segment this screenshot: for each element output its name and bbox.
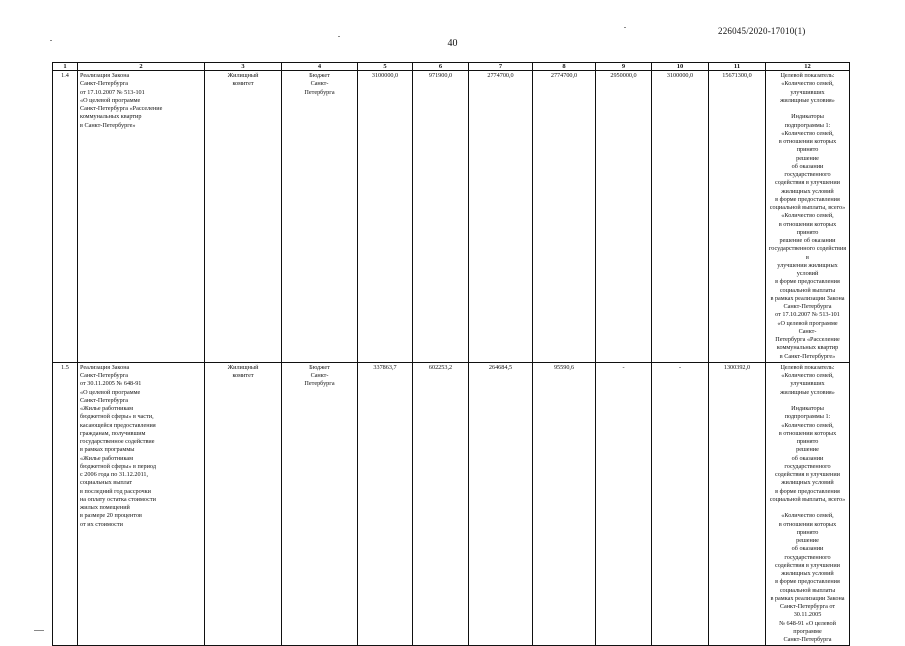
column-header: 12 [766,63,850,71]
total-amount: 15671300,0 [709,71,766,363]
column-header: 3 [205,63,282,71]
column-header: 4 [282,63,358,71]
indicators: Целевой показатель: «Количество семей, улучшивших жилищные условия» Индикаторы подпрограммы 1: «Количество семей, в отношении которых принято решение об оказании государственного содействия в улучшении жилищных условий в форме предоставления социальной выплаты, всего» «Количество семей, в отношении которых принято решение об оказании государственного содействия в улучшении жилищных условий в форме предоставления социальной выплаты в рамках реализации Закона Санкт-Петербурга от 30.11.2005 № 648-91 «О целевой программе Санкт-Петербурга [766,362,850,646]
activity-name: Реализация Закона Санкт-Петербурга от 30.11.2005 № 648-91 «О целевой программе Санкт-Петербурга «Жилье работникам бюджетной сферы» в части, касающейся предоставления гражданам, получившим государственное содействие в рамках программы «Жилье работникам бюджетной сферы» в период с 2006 года по 31.12.2011, социальных выплат в последний год рассрочки на оплату остатка стоимости жилых помещений в размере 20 процентов от их стоимости [78,362,205,646]
row-number: 1.5 [53,362,78,646]
amount-cell: 3100000,0 [652,71,709,363]
amount-cell: 602253,2 [413,362,469,646]
executor: Жилищный комитет [205,362,282,646]
amount-cell: 2950000,0 [596,71,652,363]
column-header: 5 [358,63,413,71]
scan-speck [624,27,626,28]
amount-cell: - [652,362,709,646]
scan-speck [34,630,44,631]
column-header: 2 [78,63,205,71]
column-header: 11 [709,63,766,71]
amount-cell: 337863,7 [358,362,413,646]
page-number: 40 [447,38,458,49]
amount-cell: 264684,5 [469,362,533,646]
scan-speck [338,36,340,37]
amount-cell: 2774700,0 [533,71,596,363]
column-header: 7 [469,63,533,71]
column-header: 10 [652,63,709,71]
column-header: 1 [53,63,78,71]
column-header: 9 [596,63,652,71]
amount-cell: 2774700,0 [469,71,533,363]
table-row [53,362,850,646]
funding-source: Бюджет Санкт- Петербурга [282,362,358,646]
amount-cell: 95590,6 [533,362,596,646]
executor: Жилищный комитет [205,71,282,363]
activity-name: Реализация Закона Санкт-Петербурга от 17.10.2007 № 513-101 «О целевой программе Санкт-Петербурга «Расселение коммунальных квартир в Санкт-Петербурге» [78,71,205,363]
column-header: 8 [533,63,596,71]
table-row [53,71,850,363]
funding-source: Бюджет Санкт- Петербурга [282,71,358,363]
scan-speck [50,40,52,41]
total-amount: 1300392,0 [709,362,766,646]
amount-cell: 971900,0 [413,71,469,363]
column-header: 6 [413,63,469,71]
column-number-row [53,63,850,71]
row-number: 1.4 [53,71,78,363]
document-number: 226045/2020-17010(1) [718,26,806,36]
amount-cell: - [596,362,652,646]
indicators: Целевой показатель: «Количество семей, улучшивших жилищные условия» Индикаторы подпрограммы 1: «Количество семей, в отношении которых принято решение об оказании государственного содействия в улучшении жилищных условий в форме предоставления социальной выплаты, всего» «Количество семей, в отношении которых принято решение об оказании государственного содействия в улучшении жилищных условий в форме предоставления социальной выплаты в рамках реализации Закона Санкт-Петербурга от 17.10.2007 № 513-101 «О целевой программе Санкт- Петербурга «Расселение коммунальных квартир в Санкт-Петербурге» [766,71,850,363]
program-table [52,62,850,646]
amount-cell: 3100000,0 [358,71,413,363]
